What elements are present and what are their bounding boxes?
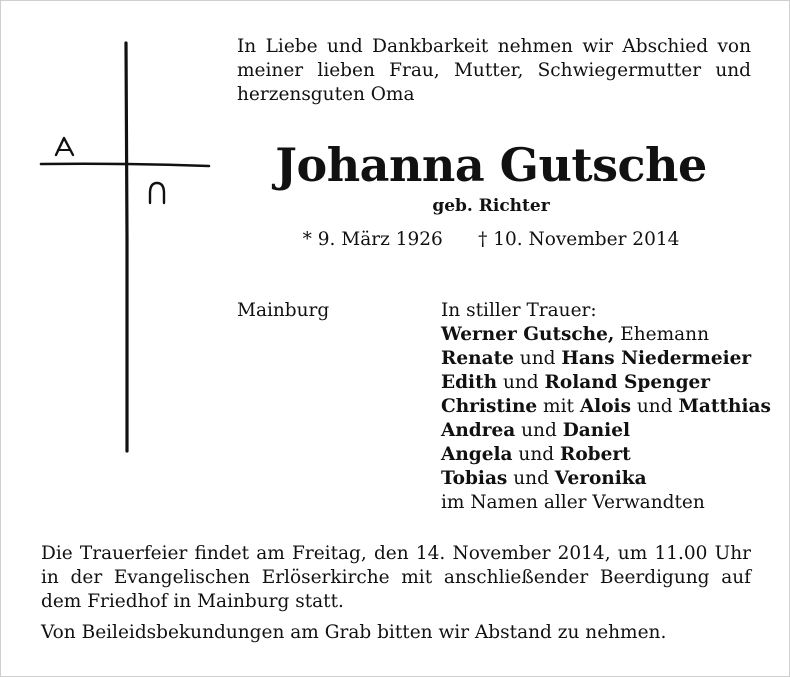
maiden-name: geb. Richter bbox=[432, 196, 550, 216]
birth-date: * 9. März 1926 bbox=[302, 229, 443, 250]
closing-note: Von Beileidsbekundungen am Grab bitten wir Abstand zu nehmen. bbox=[41, 622, 667, 643]
alpha-icon bbox=[56, 138, 73, 155]
place-name: Mainburg bbox=[237, 300, 330, 321]
life-dates bbox=[231, 228, 751, 252]
mourner-line: Angela und Robert bbox=[441, 444, 631, 465]
mourners-heading: In stiller Trauer: bbox=[441, 300, 597, 321]
omega-icon bbox=[150, 183, 164, 203]
funeral-notice: Die Trauerfeier findet am Freitag, den 14. November 2014, um 11.00 Uhr in der Evangelischen Erlöserkirche mit anschließender Beerdigung auf dem Friedhof in Mainburg statt. bbox=[41, 543, 751, 612]
death-date: † 10. November 2014 bbox=[478, 229, 680, 250]
deceased-name: Johanna Gutsche bbox=[275, 138, 707, 192]
cross-symbol bbox=[37, 37, 217, 457]
mourner-line: Werner Gutsche, Ehemann bbox=[441, 324, 709, 345]
mourner-line: Christine mit Alois und Matthias bbox=[441, 396, 771, 417]
mourner-line: Andrea und Daniel bbox=[441, 420, 630, 441]
mourners-list bbox=[441, 299, 771, 515]
mourner-line: Tobias und Veronika bbox=[441, 468, 647, 489]
mourner-line: Edith und Roland Spenger bbox=[441, 372, 711, 393]
mourner-line: im Namen aller Verwandten bbox=[441, 492, 705, 513]
intro-text: In Liebe und Dankbarkeit nehmen wir Abschied von meiner lieben Frau, Mutter, Schwiegermutter und herzensguten Oma bbox=[237, 36, 751, 105]
mourner-line: Renate und Hans Niedermeier bbox=[441, 348, 752, 369]
